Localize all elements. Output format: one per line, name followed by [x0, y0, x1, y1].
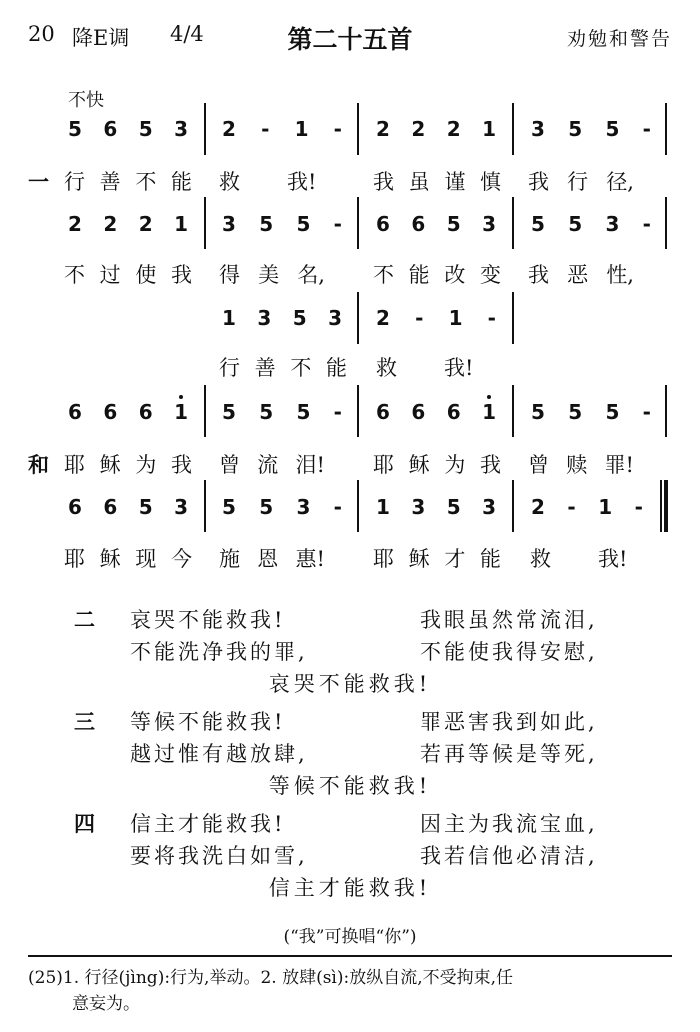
- lyric: 才: [444, 547, 466, 571]
- lyric: 现: [135, 547, 157, 571]
- lyric: 我!: [444, 356, 474, 380]
- note: 3: [411, 495, 426, 519]
- lyric: 虽: [408, 170, 430, 194]
- measure: [376, 495, 496, 519]
- note: 1: [598, 495, 613, 519]
- note: 1: [294, 117, 309, 141]
- note: 3: [328, 306, 342, 330]
- measure: [531, 495, 643, 519]
- note: 5: [259, 495, 274, 519]
- note: -: [642, 117, 651, 141]
- lyric: 救: [219, 170, 240, 194]
- lyric: 救: [376, 356, 397, 380]
- note: 3: [605, 212, 620, 236]
- bar-line: [357, 292, 359, 344]
- lyric-group: [528, 166, 634, 196]
- lyric: 流: [257, 453, 279, 477]
- lyric: 能: [170, 170, 192, 194]
- lyric: 行: [567, 170, 589, 194]
- lyric: 能: [408, 263, 430, 287]
- note: 6: [68, 400, 82, 424]
- time-signature: 4/4: [170, 22, 204, 46]
- bar-line: [665, 103, 667, 155]
- lyric: 我!: [598, 547, 628, 571]
- note: -: [333, 495, 342, 519]
- measure: [531, 212, 651, 236]
- hymn-number: 20: [28, 22, 55, 46]
- bar-line: [204, 103, 206, 155]
- note: 5: [222, 495, 236, 519]
- note: -: [261, 117, 270, 141]
- lyric: 能: [479, 547, 501, 571]
- note: 3: [482, 495, 496, 519]
- measure: [68, 400, 188, 424]
- lyric: 径,: [606, 170, 634, 194]
- lyric: 善: [99, 170, 121, 194]
- note: 5: [531, 212, 545, 236]
- note: -: [487, 306, 496, 330]
- lyric: 我: [528, 170, 549, 194]
- lyric: 名,: [297, 263, 325, 287]
- lyric-group: [64, 449, 192, 479]
- note: 2: [411, 117, 426, 141]
- note: 1: [482, 117, 496, 141]
- lyric: 性,: [606, 263, 634, 287]
- note: 3: [482, 212, 496, 236]
- note: 6: [446, 400, 461, 424]
- note: 5: [292, 306, 307, 330]
- lyric: 改: [444, 263, 466, 287]
- final-bar-thick: [664, 480, 668, 532]
- bar-line: [357, 480, 359, 532]
- lyric: 变: [479, 263, 501, 287]
- verse-refrain: 等候不能救我!: [268, 774, 432, 798]
- lyric-group: [64, 259, 192, 289]
- note: 1: [174, 212, 188, 236]
- measure: [222, 400, 342, 424]
- lyric: 美: [258, 263, 280, 287]
- lyric: 惠!: [295, 547, 325, 571]
- footnote-divider: [28, 955, 672, 957]
- verse-number: 三: [74, 709, 95, 734]
- lyric: 我: [528, 263, 549, 287]
- note: 6: [411, 400, 426, 424]
- note: 5: [446, 495, 461, 519]
- lyric: 使: [135, 263, 157, 287]
- bar-line: [357, 103, 359, 155]
- footnote-line-1: (25)1. 行径(jìng):行为,举动。2. 放肆(sì):放纵自流,不受拘束,任: [28, 968, 514, 988]
- note: -: [642, 212, 651, 236]
- note: -: [333, 400, 342, 424]
- note: 5: [138, 117, 153, 141]
- lyric: 稣: [99, 547, 121, 571]
- lyric-group: [219, 449, 325, 479]
- lyric: 行: [64, 170, 85, 194]
- lyric: 不: [64, 263, 85, 287]
- note: 5: [446, 212, 461, 236]
- lyric-group: [528, 259, 634, 289]
- lyric-group: [219, 352, 347, 382]
- footnote-line-2: 意妄为。: [72, 994, 140, 1014]
- lyric: 过: [99, 263, 121, 287]
- note: 6: [138, 400, 153, 424]
- measure: [222, 117, 342, 141]
- measure: [222, 495, 342, 519]
- bar-line: [665, 385, 667, 437]
- verse-line: 等候不能救我!: [130, 710, 286, 734]
- lyric-group: [64, 543, 192, 573]
- verse-number: 二: [74, 607, 95, 632]
- note: 3: [257, 306, 272, 330]
- verse-refrain: 哀哭不能救我!: [268, 672, 432, 696]
- note: 2: [446, 117, 461, 141]
- lyric: 我: [170, 263, 192, 287]
- tempo-marking: 不快: [68, 90, 104, 111]
- note: 2: [222, 117, 236, 141]
- verse-line: 若再等候是等死,: [420, 742, 598, 766]
- note: 6: [376, 400, 390, 424]
- lyric: 今: [170, 547, 192, 571]
- lyric-group: [373, 259, 501, 289]
- note: 6: [376, 212, 390, 236]
- key-signature: 降E调: [72, 26, 130, 50]
- bar-line: [512, 197, 514, 249]
- verse-line: 不能洗净我的罪,: [130, 640, 308, 664]
- lyric: 我: [479, 453, 501, 477]
- note: 6: [103, 495, 118, 519]
- measure: [222, 212, 342, 236]
- bar-line: [357, 385, 359, 437]
- measure: [531, 400, 651, 424]
- page-title: 第二十五首: [287, 25, 413, 54]
- note: 1: [448, 306, 463, 330]
- lyric: 我!: [287, 170, 317, 194]
- lyric: 不: [373, 263, 394, 287]
- note: 2: [103, 212, 118, 236]
- lyric-group: [528, 449, 634, 479]
- lyric: 行: [219, 356, 240, 380]
- lyric-group: [373, 543, 501, 573]
- verse-line: 越过惟有越放肆,: [130, 742, 308, 766]
- note-high: 1: [174, 400, 188, 424]
- lyric-group: [64, 166, 192, 196]
- verse-line: 信主才能救我!: [130, 812, 286, 836]
- note-high: 1: [482, 400, 496, 424]
- measure: [531, 117, 651, 141]
- note: 3: [222, 212, 236, 236]
- lyric: 恶: [567, 263, 589, 287]
- note: 5: [259, 400, 274, 424]
- lyric-group: [373, 449, 501, 479]
- verse-line: 我眼虽然常流泪,: [420, 608, 598, 632]
- lyric-group: [219, 543, 325, 573]
- note: -: [642, 400, 651, 424]
- final-bar-thin: [660, 480, 662, 532]
- note: 1: [376, 495, 390, 519]
- lyric: 稣: [408, 547, 430, 571]
- note: 6: [103, 400, 118, 424]
- note: 5: [138, 495, 153, 519]
- note: 6: [103, 117, 118, 141]
- lyric: 慎: [479, 170, 501, 194]
- verse-line: 哀哭不能救我!: [130, 608, 286, 632]
- note: 3: [296, 495, 311, 519]
- singing-note: (“我”可换唱“你”): [283, 927, 417, 947]
- measure: [68, 212, 188, 236]
- lyric: 我: [170, 453, 192, 477]
- note: 3: [174, 117, 188, 141]
- measure: [376, 117, 496, 141]
- lyric: 耶: [373, 547, 394, 571]
- lyric: 恩: [257, 547, 279, 571]
- lyric-group: [373, 166, 501, 196]
- bar-line: [204, 480, 206, 532]
- note: 2: [376, 306, 390, 330]
- note: -: [333, 212, 342, 236]
- lyric: 施: [219, 547, 240, 571]
- note: -: [567, 495, 576, 519]
- note: 5: [531, 400, 545, 424]
- note: 5: [605, 400, 620, 424]
- bar-line: [665, 197, 667, 249]
- lyric: 不: [135, 170, 157, 194]
- note: 5: [568, 400, 583, 424]
- bar-line: [204, 385, 206, 437]
- note: 1: [222, 306, 236, 330]
- lyric: 善: [254, 356, 276, 380]
- note: 6: [68, 495, 82, 519]
- note: -: [634, 495, 643, 519]
- verse-refrain: 信主才能救我!: [268, 876, 432, 900]
- bar-line: [357, 197, 359, 249]
- measure: [68, 117, 188, 141]
- bar-line: [512, 480, 514, 532]
- bar-line: [204, 197, 206, 249]
- bar-line: [512, 385, 514, 437]
- measure: [376, 212, 496, 236]
- measure: [376, 400, 496, 424]
- verse-number: 四: [74, 811, 95, 836]
- note: 5: [605, 117, 620, 141]
- lyric: 稣: [408, 453, 430, 477]
- hymn-subtitle: 劝勉和警告: [566, 28, 672, 50]
- verse-line: 罪恶害我到如此,: [420, 710, 598, 734]
- lyric: 耶: [64, 547, 85, 571]
- note: 6: [411, 212, 426, 236]
- verse-line: 不能使我得安慰,: [420, 640, 598, 664]
- note: 5: [259, 212, 274, 236]
- lyric: 得: [219, 263, 240, 287]
- lyric: 不: [290, 356, 312, 380]
- lyric: 曾: [219, 453, 240, 477]
- verse-marker: 一: [28, 169, 49, 194]
- bar-line: [512, 292, 514, 344]
- verse-line: 要将我洗白如雪,: [130, 844, 308, 868]
- lyric: 稣: [99, 453, 121, 477]
- note: 2: [68, 212, 82, 236]
- measure: [376, 306, 496, 330]
- measure: [222, 306, 342, 330]
- lyric: 我: [373, 170, 394, 194]
- lyric: 耶: [64, 453, 85, 477]
- note: 2: [376, 117, 390, 141]
- verse-line: 我若信他必清洁,: [420, 844, 598, 868]
- lyric: 赎: [566, 453, 588, 477]
- lyric: 耶: [373, 453, 394, 477]
- lyric: 救: [530, 547, 551, 571]
- note: 5: [296, 212, 311, 236]
- lyric-group: [219, 259, 325, 289]
- lyric: 谨: [444, 170, 466, 194]
- bar-line: [512, 103, 514, 155]
- verse-line: 因主为我流宝血,: [420, 812, 598, 836]
- note: 2: [531, 495, 545, 519]
- note: 5: [568, 117, 583, 141]
- lyric: 能: [325, 356, 347, 380]
- lyric: 曾: [528, 453, 549, 477]
- note: 5: [568, 212, 583, 236]
- note: -: [333, 117, 342, 141]
- lyric: 罪!: [604, 453, 634, 477]
- note: 5: [68, 117, 82, 141]
- note: 2: [138, 212, 153, 236]
- note: 3: [174, 495, 188, 519]
- note: 5: [222, 400, 236, 424]
- chorus-marker: 和: [28, 452, 49, 477]
- note: 3: [531, 117, 545, 141]
- lyric: 为: [135, 453, 157, 477]
- lyric: 为: [444, 453, 466, 477]
- note: 5: [296, 400, 311, 424]
- lyric: 泪!: [295, 453, 325, 477]
- measure: [68, 495, 188, 519]
- note: -: [415, 306, 424, 330]
